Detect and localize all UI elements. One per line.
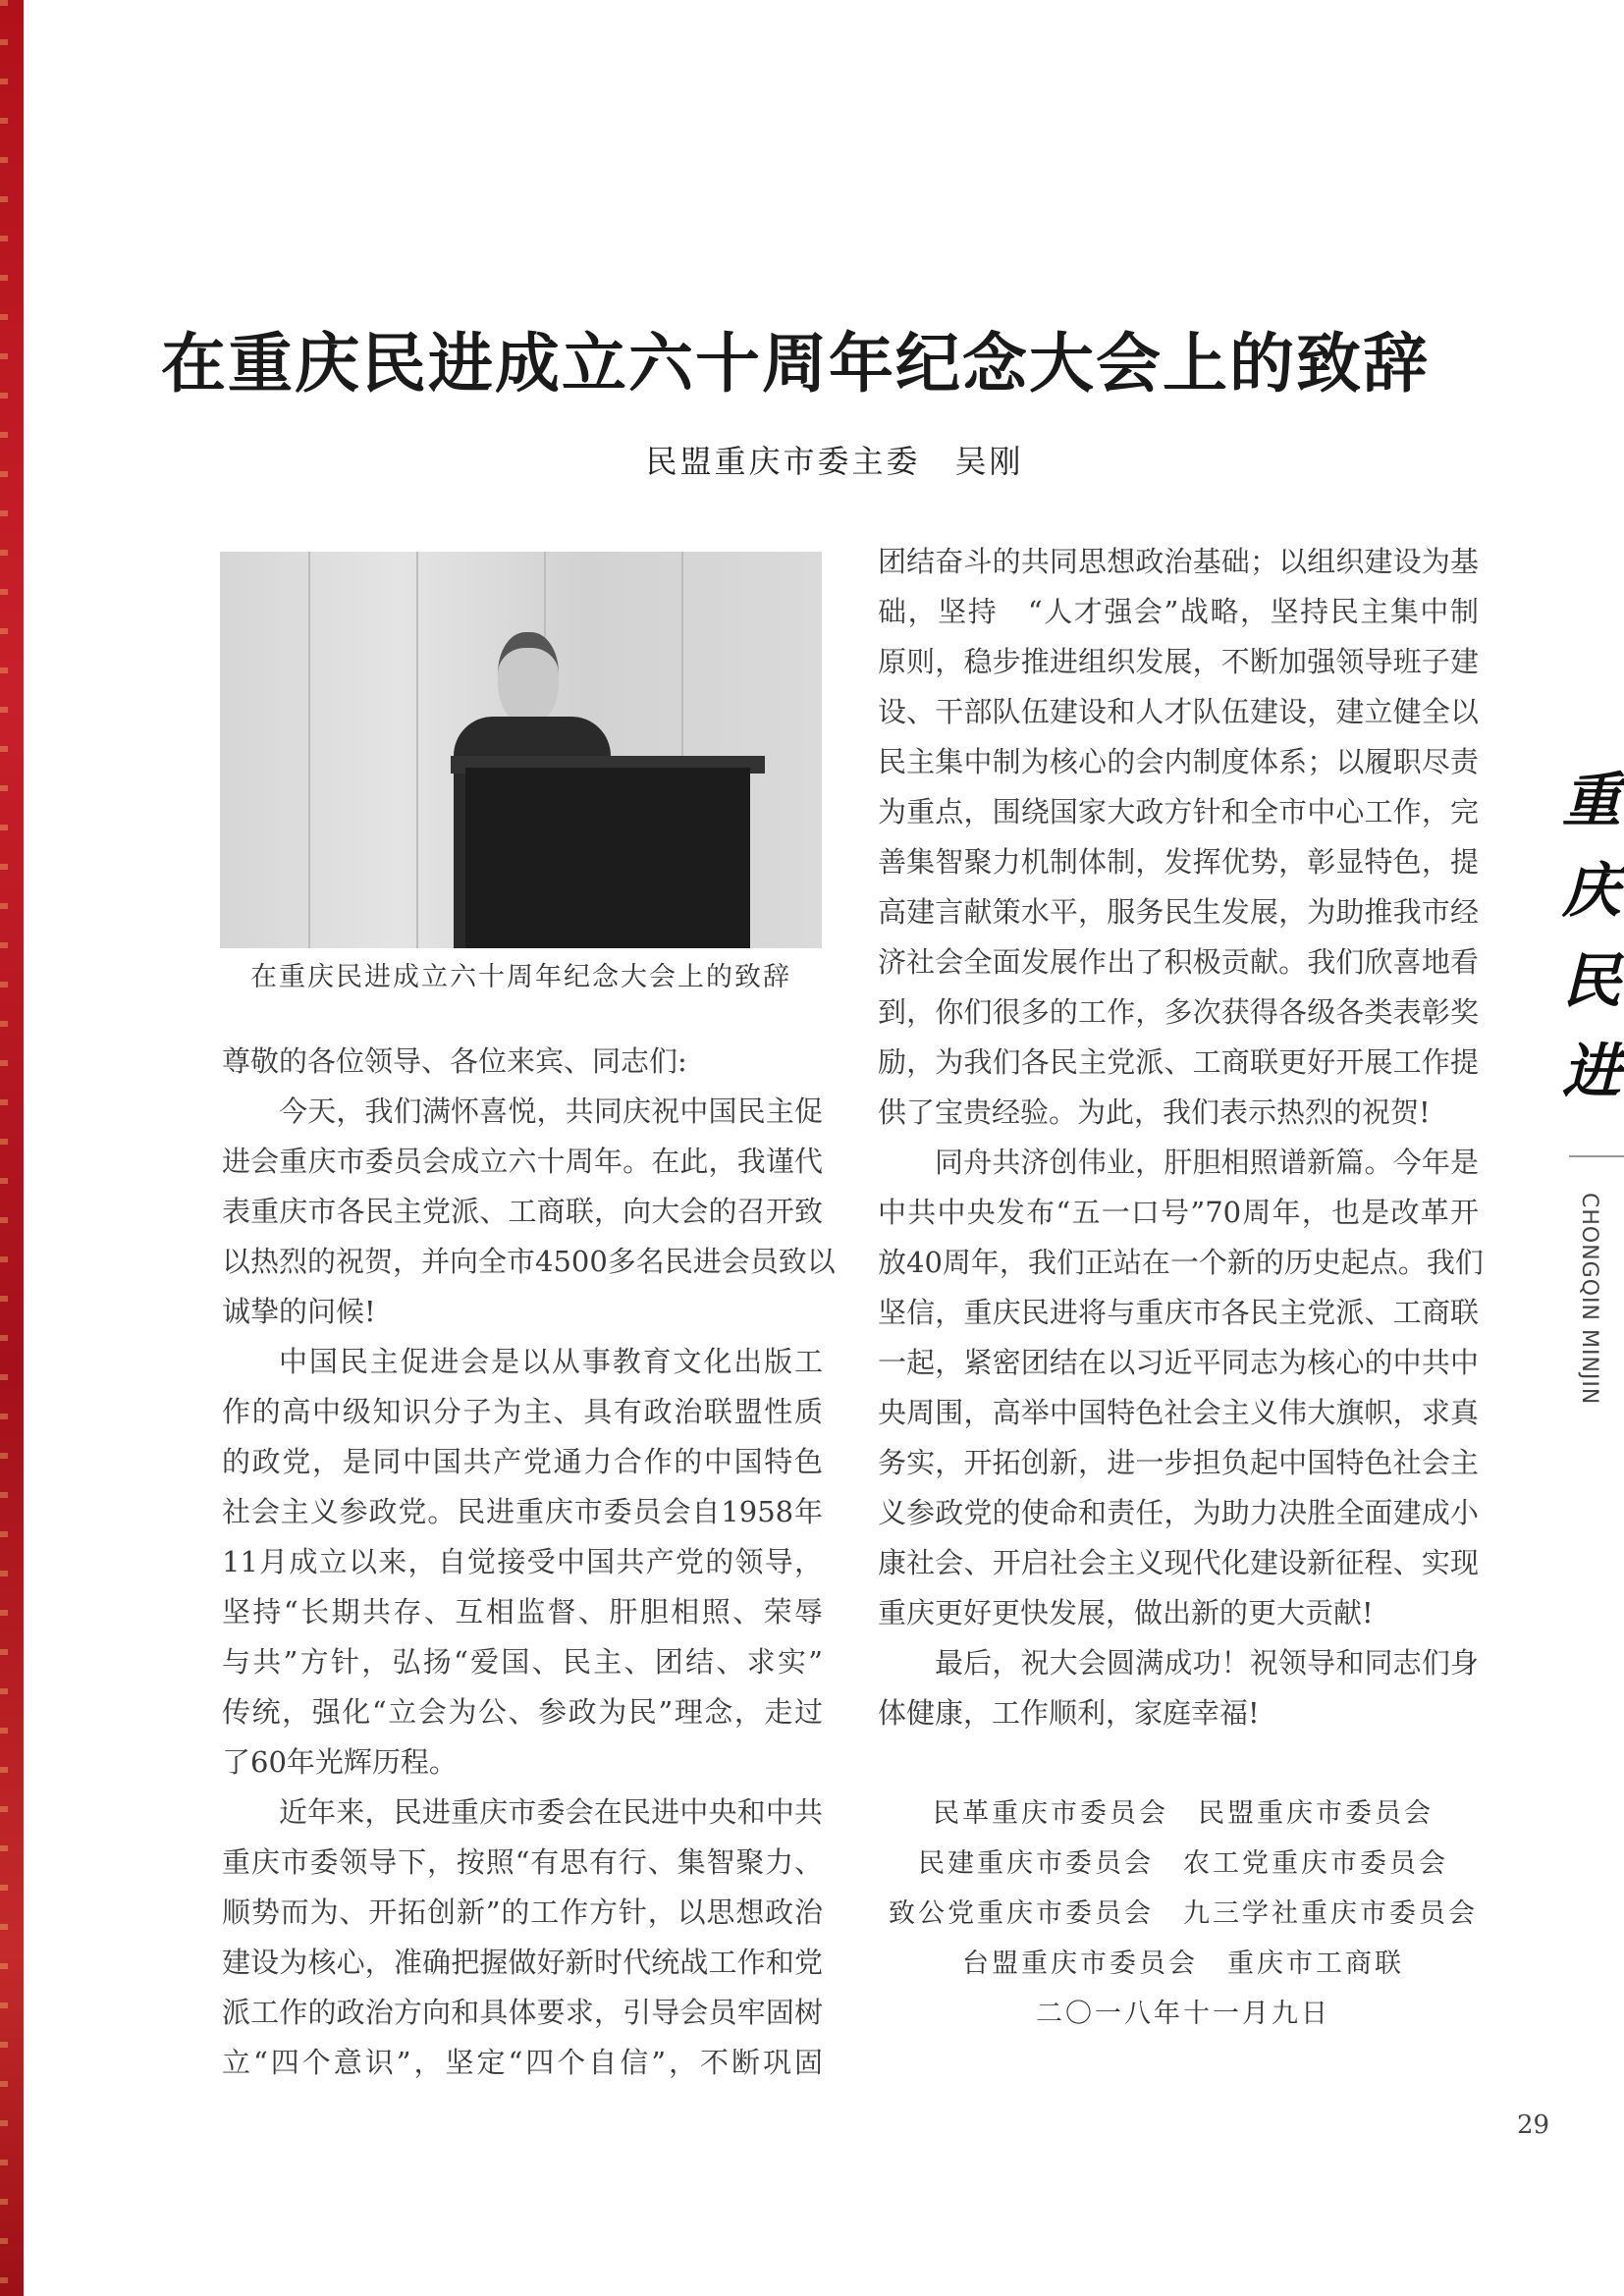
text-line: 济社会全面发展作出了积极贡献。我们欣喜地看 bbox=[878, 945, 1479, 979]
red-decorative-edge bbox=[0, 0, 24, 2296]
text-line: 了60年光辉历程。 bbox=[222, 1745, 458, 1779]
text-line: 进会重庆市委员会成立六十周年。在此，我谨代 bbox=[222, 1145, 823, 1178]
signatures bbox=[864, 1789, 1502, 2039]
text-line: 诚挚的问候! bbox=[222, 1295, 376, 1328]
photo-caption: 在重庆民进成立六十周年纪念大会上的致辞 bbox=[250, 962, 791, 992]
text-line: 义参政党的使命和责任，为助力决胜全面建成小 bbox=[878, 1496, 1479, 1529]
text-line: 务实，开拓创新，进一步担负起中国特色社会主 bbox=[878, 1446, 1479, 1479]
signature-date: 二〇一八年十一月九日 bbox=[1036, 1999, 1330, 2029]
text-line: 立“四个意识”，坚定“四个自信”，不断巩固 bbox=[222, 2046, 823, 2079]
page-number: 29 bbox=[1517, 2110, 1550, 2140]
masthead-calligraphy: 重庆民进 bbox=[1562, 767, 1621, 1106]
right-column bbox=[878, 537, 1484, 1738]
signature-line: 台盟重庆市委员会 重庆市工商联 bbox=[962, 1949, 1404, 1979]
text-line: 体健康，工作顺利，家庭幸福! bbox=[878, 1696, 1260, 1730]
text-line: 供了宝贵经验。为此，我们表示热烈的祝贺! bbox=[878, 1095, 1431, 1129]
text-line: 顺势而为、开拓创新”的工作方针，以思想政治 bbox=[222, 1896, 823, 1929]
text-line: 与共”方针，弘扬“爱国、民主、团结、求实” bbox=[222, 1645, 823, 1679]
text-line: 善集智聚力机制体制，发挥优势，彰显特色，提 bbox=[878, 845, 1479, 879]
text-line: 11月成立以来，自觉接受中国共产党的领导， bbox=[222, 1545, 823, 1578]
text-line: 表重庆市各民主党派、工商联，向大会的召开致 bbox=[222, 1195, 823, 1228]
speaker-photo bbox=[220, 552, 822, 948]
text-line: 原则，稳步推进组织发展，不断加强领导班子建 bbox=[878, 645, 1479, 678]
text-line: 作的高中级知识分子为主、具有政治联盟性质 bbox=[222, 1395, 823, 1428]
article-author: 民盟重庆市委主委 吴刚 bbox=[645, 443, 1024, 480]
text-line: 设、干部队伍建设和人才队伍建设，建立健全以 bbox=[878, 695, 1479, 728]
text-line: 一起，紧密团结在以习近平同志为核心的中共中 bbox=[878, 1346, 1479, 1379]
text-line: 重庆更好更快发展，做出新的更大贡献! bbox=[878, 1596, 1374, 1629]
text-line: 高建言献策水平，服务民生发展，为助推我市经 bbox=[878, 895, 1479, 929]
masthead-divider bbox=[1569, 1155, 1624, 1157]
text-line: 派工作的政治方向和具体要求，引导会员牢固树 bbox=[222, 1996, 823, 2029]
text-line: 坚信，重庆民进将与重庆市各民主党派、工商联 bbox=[878, 1296, 1479, 1329]
text-line: 中共中央发布“五一口号”70周年，也是改革开 bbox=[878, 1196, 1479, 1229]
text-line: 中国民主促进会是以从事教育文化出版工 bbox=[279, 1345, 823, 1378]
text-line: 近年来，民进重庆市委会在民进中央和中共 bbox=[279, 1795, 823, 1829]
text-line: 团结奋斗的共同思想政治基础；以组织建设为基 bbox=[878, 545, 1479, 578]
text-line: 今天，我们满怀喜悦，共同庆祝中国民主促 bbox=[279, 1095, 823, 1128]
text-line: 励，为我们各民主党派、工商联更好开展工作提 bbox=[878, 1045, 1479, 1079]
text-line: 重庆市委领导下，按照“有思有行、集智聚力、 bbox=[222, 1845, 823, 1879]
text-line: 础，坚持 “人才强会”战略，坚持民主集中制 bbox=[878, 595, 1479, 628]
text-line: 最后，祝大会圆满成功！祝领导和同志们身 bbox=[935, 1646, 1479, 1680]
signature-line: 民建重庆市委员会 农工党重庆市委员会 bbox=[918, 1848, 1448, 1879]
text-line: 康社会、开启社会主义现代化建设新征程、实现 bbox=[878, 1546, 1479, 1579]
masthead-english: CHONGQIN MINJIN bbox=[1577, 1193, 1601, 1406]
text-line: 坚持“长期共存、互相监督、肝胆相照、荣辱 bbox=[222, 1595, 823, 1629]
left-column bbox=[222, 1037, 836, 2088]
signature-line: 民革重庆市委员会 民盟重庆市委员会 bbox=[933, 1798, 1434, 1829]
text-line: 同舟共济创伟业，肝胆相照谱新篇。今年是 bbox=[935, 1146, 1479, 1179]
text-line: 为重点，围绕国家大政方针和全市中心工作，完 bbox=[878, 795, 1479, 828]
text-line: 社会主义参政党。民进重庆市委员会自1958年 bbox=[222, 1495, 823, 1528]
text-line: 放40周年，我们正站在一个新的历史起点。我们 bbox=[878, 1246, 1484, 1279]
text-line: 民主集中制为核心的会内制度体系；以履职尽责 bbox=[878, 745, 1479, 778]
text-line: 以热烈的祝贺，并向全市4500多名民进会员致以 bbox=[222, 1245, 836, 1278]
text-line: 的政党，是同中国共产党通力合作的中国特色 bbox=[222, 1445, 823, 1478]
text-line: 建设为核心，准确把握做好新时代统战工作和党 bbox=[222, 1946, 823, 1979]
signature-line: 致公党重庆市委员会 九三学社重庆市委员会 bbox=[889, 1898, 1478, 1929]
text-line: 央周围，高举中国特色社会主义伟大旗帜，求真 bbox=[878, 1396, 1479, 1429]
text-line: 到，你们很多的工作，多次获得各级各类表彰奖 bbox=[878, 995, 1479, 1029]
text-line: 传统，强化“立会为公、参政为民”理念，走过 bbox=[222, 1695, 823, 1729]
article-title: 在重庆民进成立六十周年纪念大会上的致辞 bbox=[161, 325, 1430, 401]
text-line: 尊敬的各位领导、各位来宾、同志们: bbox=[222, 1044, 687, 1078]
